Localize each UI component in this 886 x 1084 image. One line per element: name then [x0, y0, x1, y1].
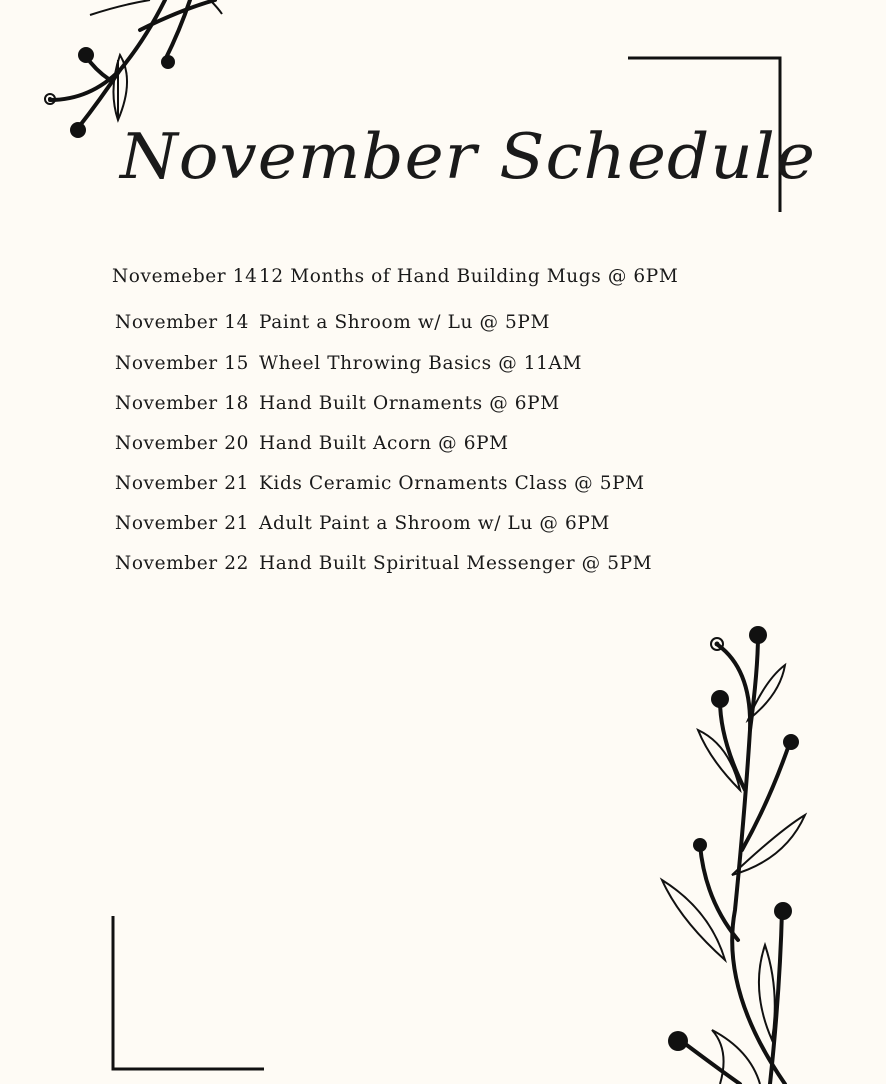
floral-branch-bottom-right-icon	[640, 610, 886, 1084]
page-title: November Schedule	[120, 119, 816, 194]
schedule-event: Paint a Shroom w/ Lu @ 5PM	[259, 311, 551, 333]
schedule-date: November 21	[115, 512, 249, 534]
schedule-event: Hand Built Ornaments @ 6PM	[259, 392, 560, 414]
schedule-date: November 15	[115, 352, 249, 374]
schedule-event: Kids Ceramic Ornaments Class @ 5PM	[259, 472, 645, 494]
schedule-event: Hand Built Spiritual Messenger @ 5PM	[259, 552, 653, 574]
schedule-row	[112, 429, 509, 457]
schedule-date: November 21	[115, 472, 249, 494]
schedule-row	[112, 389, 560, 417]
schedule-event: Wheel Throwing Basics @ 11AM	[259, 352, 583, 374]
schedule-row	[112, 308, 550, 336]
schedule-row	[112, 509, 610, 537]
schedule-date: November 22	[115, 552, 249, 574]
corner-bracket-bottom-left	[104, 908, 274, 1078]
schedule-row	[112, 262, 678, 290]
schedule-event: 12 Months of Hand Building Mugs @ 6PM	[259, 265, 679, 287]
schedule-date: November 18	[115, 392, 249, 414]
schedule-row	[112, 349, 582, 377]
schedule-date: November 20	[115, 432, 249, 454]
schedule-row	[112, 469, 645, 497]
schedule-date: November 14	[115, 311, 249, 333]
schedule-event: Hand Built Acorn @ 6PM	[259, 432, 509, 454]
schedule-row	[112, 549, 652, 577]
schedule-date: Novemeber 14	[112, 265, 258, 287]
schedule-event: Adult Paint a Shroom w/ Lu @ 6PM	[259, 512, 610, 534]
